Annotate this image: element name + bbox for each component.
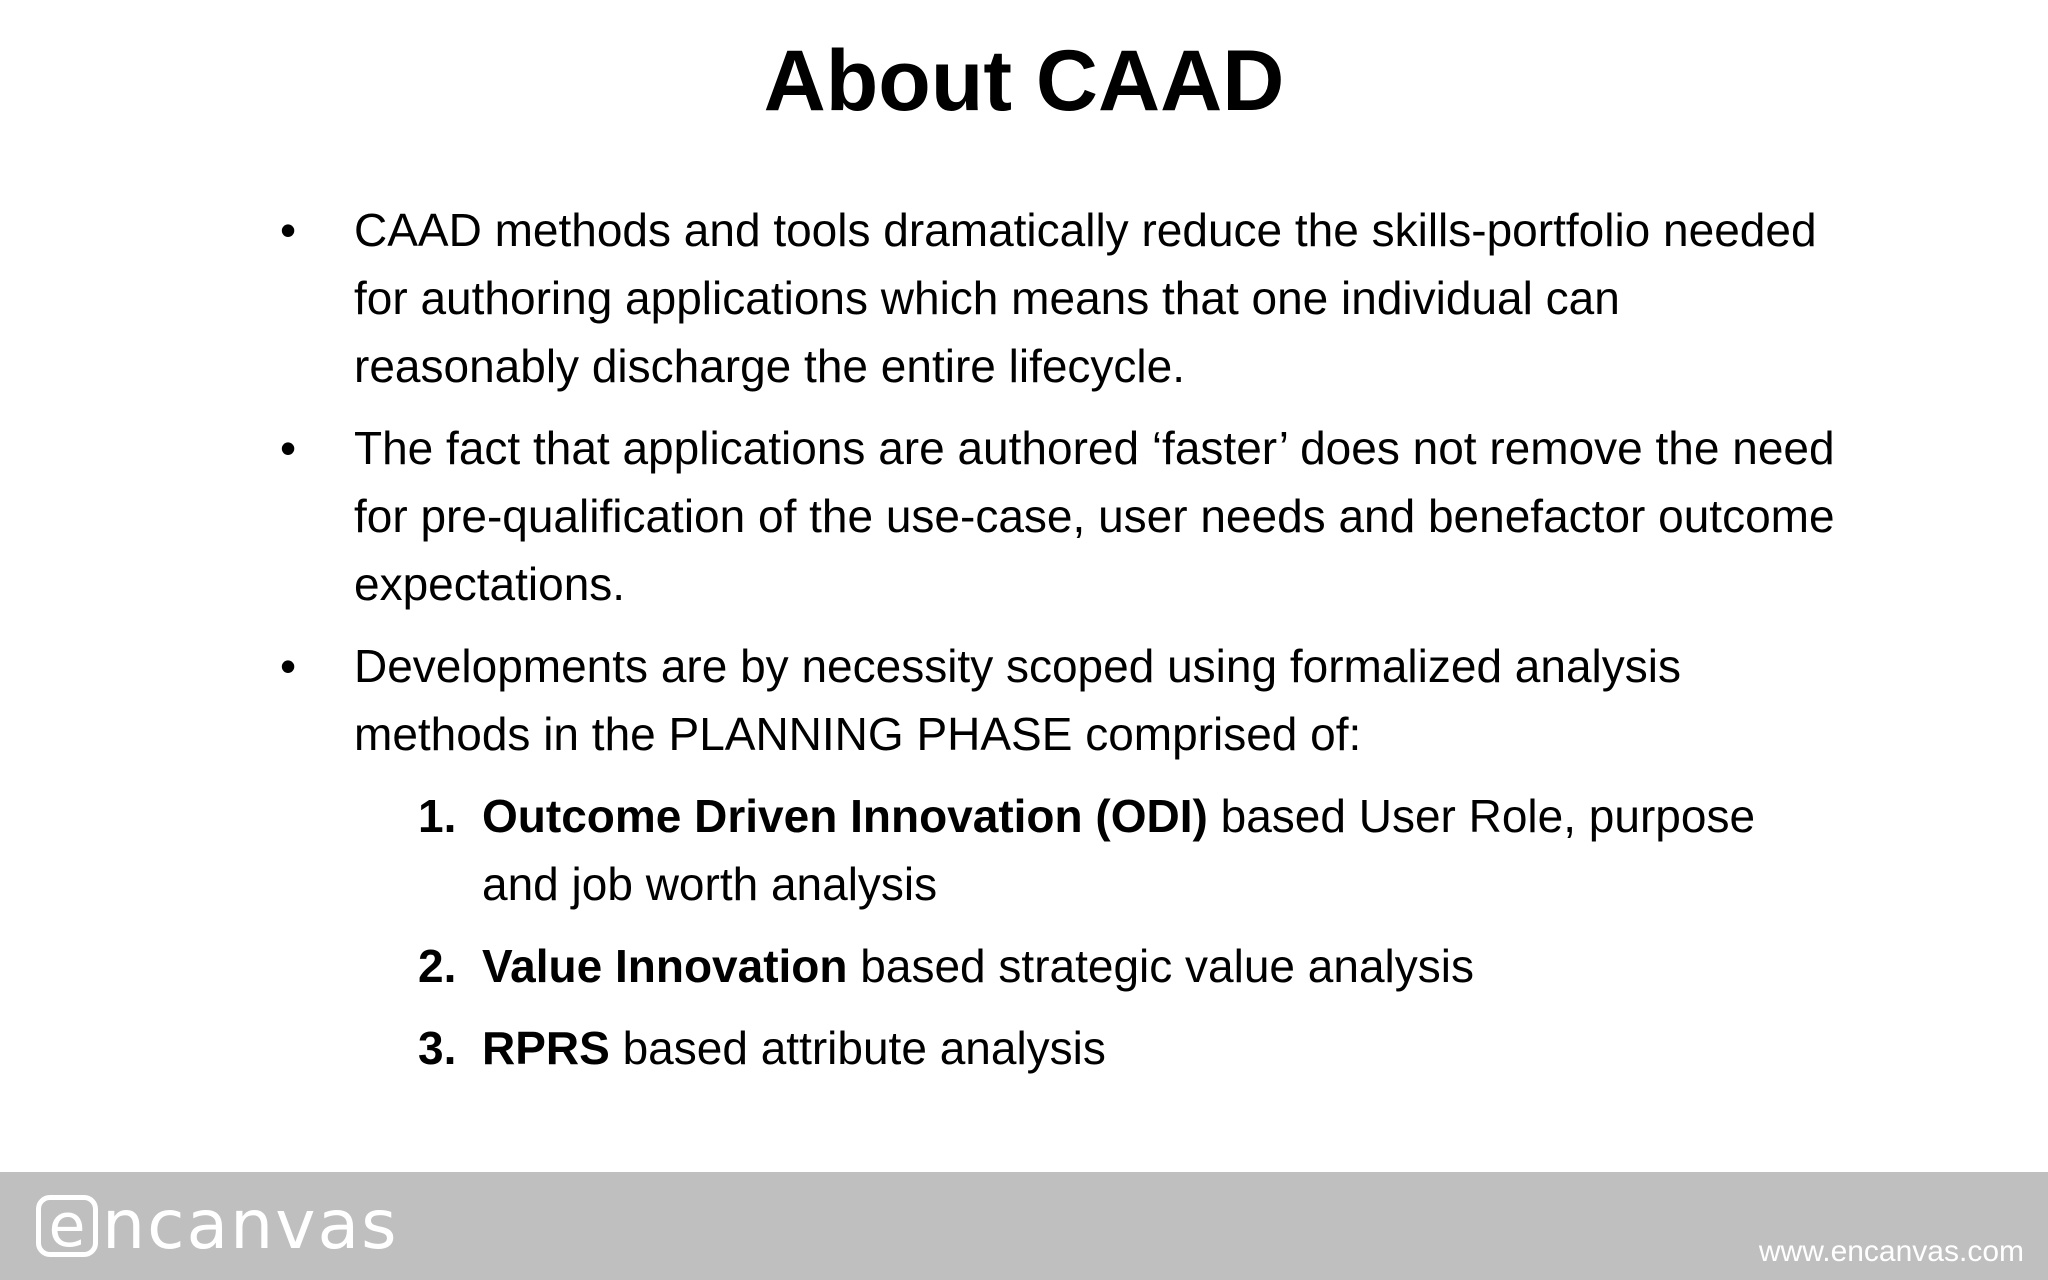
logo-text: ncanvas bbox=[102, 1186, 399, 1265]
footer-url: www.encanvas.com bbox=[1758, 1235, 2024, 1268]
list-item-bold: Outcome Driven Innovation (ODI) bbox=[482, 790, 1208, 842]
numbered-list-item bbox=[418, 932, 1840, 1000]
logo-mark-icon: e bbox=[36, 1195, 98, 1257]
bullet-item bbox=[280, 632, 1840, 1082]
bullet-item bbox=[280, 196, 1840, 400]
numbered-list-item bbox=[418, 782, 1840, 918]
bullet-marker: • bbox=[280, 422, 297, 474]
bullet-marker: • bbox=[280, 204, 297, 256]
numbered-list-item bbox=[418, 1014, 1840, 1082]
slide-title: About CAAD bbox=[763, 33, 1285, 129]
footer-bar bbox=[0, 1172, 2048, 1280]
bullet-marker: • bbox=[280, 640, 297, 692]
bullet-item bbox=[280, 414, 1840, 618]
list-number: 2. bbox=[418, 940, 457, 992]
list-item-text: based strategic value analysis bbox=[847, 940, 1474, 992]
list-item-bold: Value Innovation bbox=[482, 940, 848, 992]
list-number: 1. bbox=[418, 790, 457, 842]
encanvas-logo bbox=[36, 1186, 399, 1265]
list-item-text: based User Role, purpose and job worth analysis bbox=[482, 790, 1756, 910]
bullet-text: Developments are by necessity scoped using formalized analysis methods in the PLANNING PHASE comprised of: bbox=[354, 640, 1681, 760]
list-number: 3. bbox=[418, 1022, 457, 1074]
bullet-text: The fact that applications are authored ‘faster’ does not remove the need for pre-qualification of the use-case, user needs and benefactor outcome expectations. bbox=[354, 422, 1835, 610]
numbered-list bbox=[354, 782, 1840, 1082]
list-item-text: based attribute analysis bbox=[609, 1022, 1106, 1074]
bullet-text: CAAD methods and tools dramatically reduce the skills-portfolio needed for authoring applications which means that one individual can reasonably discharge the entire lifecycle. bbox=[354, 204, 1817, 392]
slide-content bbox=[280, 196, 1840, 1096]
list-item-bold: RPRS bbox=[482, 1022, 610, 1074]
